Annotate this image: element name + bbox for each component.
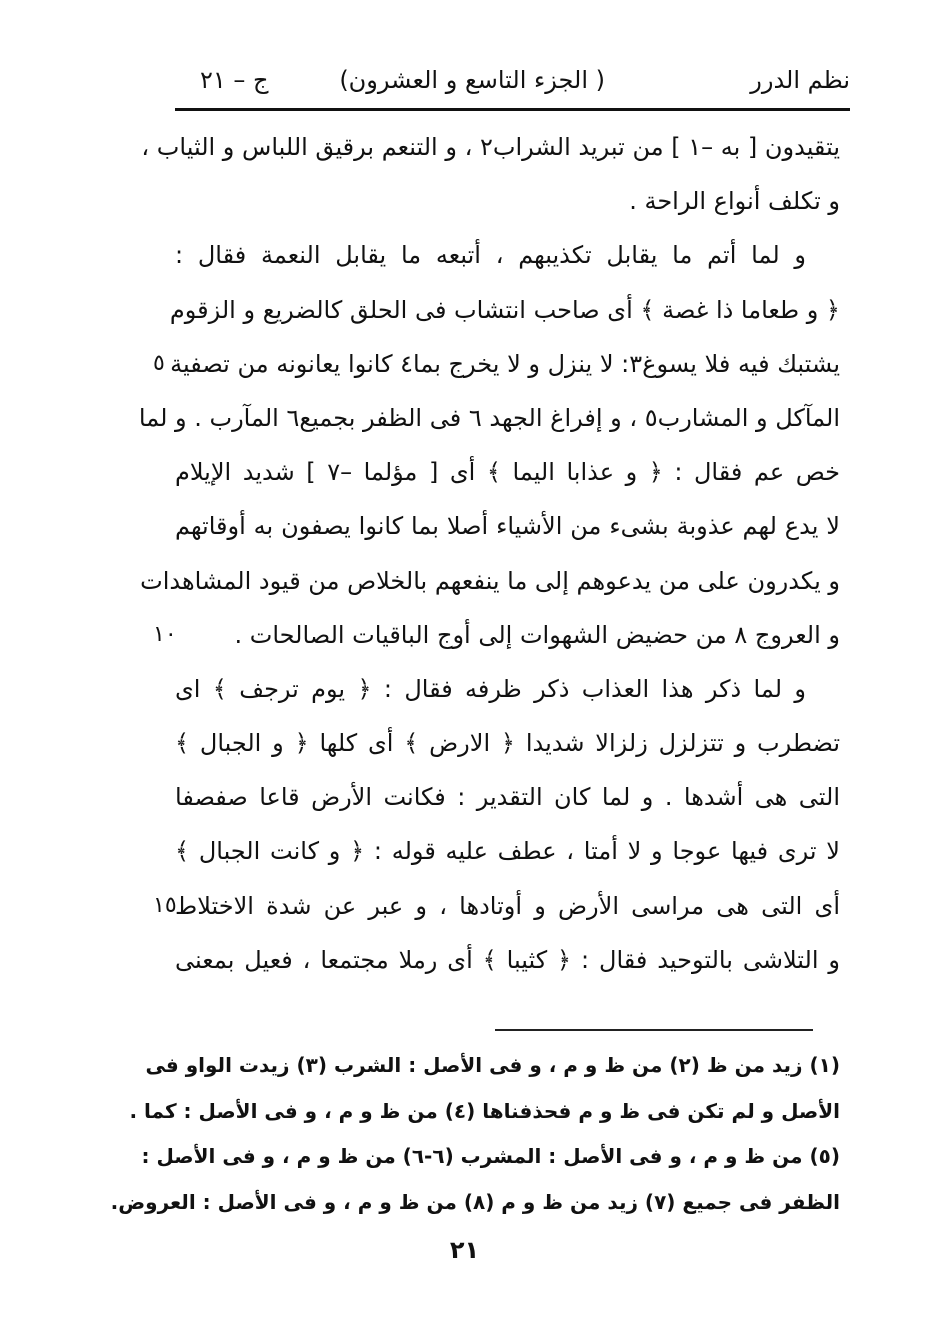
- line-number: ١٠: [153, 621, 177, 647]
- header-rule: [175, 108, 850, 111]
- text-line: [175, 716, 840, 770]
- line-text: و يكدرون على من يدعوهم إلى ما ينفعهم بالخلاص من قيود المشاهدات: [140, 566, 840, 595]
- running-header: [175, 52, 850, 100]
- footnotes: [110, 1042, 840, 1224]
- text-line: [175, 174, 840, 228]
- line-text: المآكل و المشارب٥ ، و إفراغ الجهد ٦ فى الظفر بجميع٦ المآرب . و لما: [138, 403, 840, 432]
- line-text: و العروج ٨ من حضيض الشهوات إلى أوج الباقيات الصالحات .: [234, 620, 840, 649]
- text-line: [138, 391, 840, 445]
- line-text: أى التى هى مراسى الأرض و أوتادها ، و عبر عن شدة الاختلاط: [175, 891, 840, 920]
- text-line: [175, 228, 840, 282]
- footnote-line: (٥) من ظ و م ، و فى الأصل : المشرب (٦-٦) من ظ و م ، و فى الأصل :: [141, 1144, 840, 1168]
- page-number: ٢١: [449, 1236, 480, 1264]
- book-title: نظم الدرر: [750, 66, 850, 94]
- text-line: [153, 608, 840, 662]
- text-line: [140, 554, 840, 608]
- line-number: ١٥: [153, 892, 177, 918]
- text-line: [169, 283, 840, 337]
- text-line: [175, 824, 840, 878]
- line-text: يشتبك فيه فلا يسوغ٣: لا ينزل و لا يخرج بما٤ كانوا يعانونه من تصفية: [170, 349, 840, 378]
- line-text: يتقيدون [ به –١ ] من تبريد الشراب٢ ، و التنعم برقيق اللباس و الثياب ،: [141, 133, 840, 161]
- text-line: [153, 879, 840, 933]
- main-text: [138, 120, 840, 987]
- text-line: [175, 770, 840, 824]
- line-text: و تكلف أنواع الراحة .: [629, 187, 840, 216]
- part-title: ( الجزء التاسع و العشرون): [339, 66, 605, 94]
- footnote-separator: [495, 1029, 813, 1031]
- text-line: [141, 120, 840, 174]
- footnote-line: الظفر فى جميع (٧) زيد من ظ و م (٨) من ظ و م ، و فى الأصل : العروض.: [110, 1189, 840, 1214]
- line-number: ٥: [153, 350, 165, 376]
- footnote-line: (١) زيد من ظ (٢) من ظ و م ، و فى الأصل : الشرب (٣) زيدت الواو فى: [145, 1053, 840, 1077]
- line-text: ﴿ و طعاما ذا غصة ﴾ أى صاحب انتشاب فى الحلق كالضريع و الزقوم: [169, 295, 840, 324]
- volume-reference: ج – ٢١: [200, 66, 269, 94]
- text-line: [175, 933, 840, 987]
- line-text: و لما ذكر هذا العذاب ذكر ظرفه فقال : ﴿ يوم ترجف ﴾ اى: [175, 674, 806, 703]
- line-text: تضطرب و تتزلزل زلزالا شديدا ﴿ الارض ﴾ أى كلها ﴿ و الجبال ﴾: [175, 729, 840, 758]
- text-line: [175, 445, 840, 499]
- text-line: [153, 337, 840, 391]
- line-text: لا ترى فيها عوجا و لا أمتا ، عطف عليه قوله : ﴿ و كانت الجبال ﴾: [175, 837, 840, 866]
- text-line: [175, 662, 840, 716]
- line-text: خص عم فقال : ﴿ و عذابا اليما ﴾ أى [ مؤلما –٧ ] شديد الإيلام: [175, 458, 840, 487]
- footnote-line: الأصل و لم تكن فى ظ و م فحذفناها (٤) من ظ و م ، و فى الأصل : كما .: [129, 1098, 840, 1123]
- line-text: و لما أتم ما يقابل تكذيبهم ، أتبعه ما يقابل النعمة فقال :: [175, 241, 806, 270]
- line-text: لا يدع لهم عذوبة بشىء من الأشياء أصلا بما كانوا يصفون به أوقاتهم: [175, 512, 840, 541]
- line-text: التى هى أشدها . و لما كان التقدير : فكانت الأرض قاعا صفصفا: [175, 783, 840, 812]
- text-line: [175, 499, 840, 553]
- line-text: و التلاشى بالتوحيد فقال : ﴿ كثيبا ﴾ أى رملا مجتمعا ، فعيل بمعنى: [175, 945, 840, 974]
